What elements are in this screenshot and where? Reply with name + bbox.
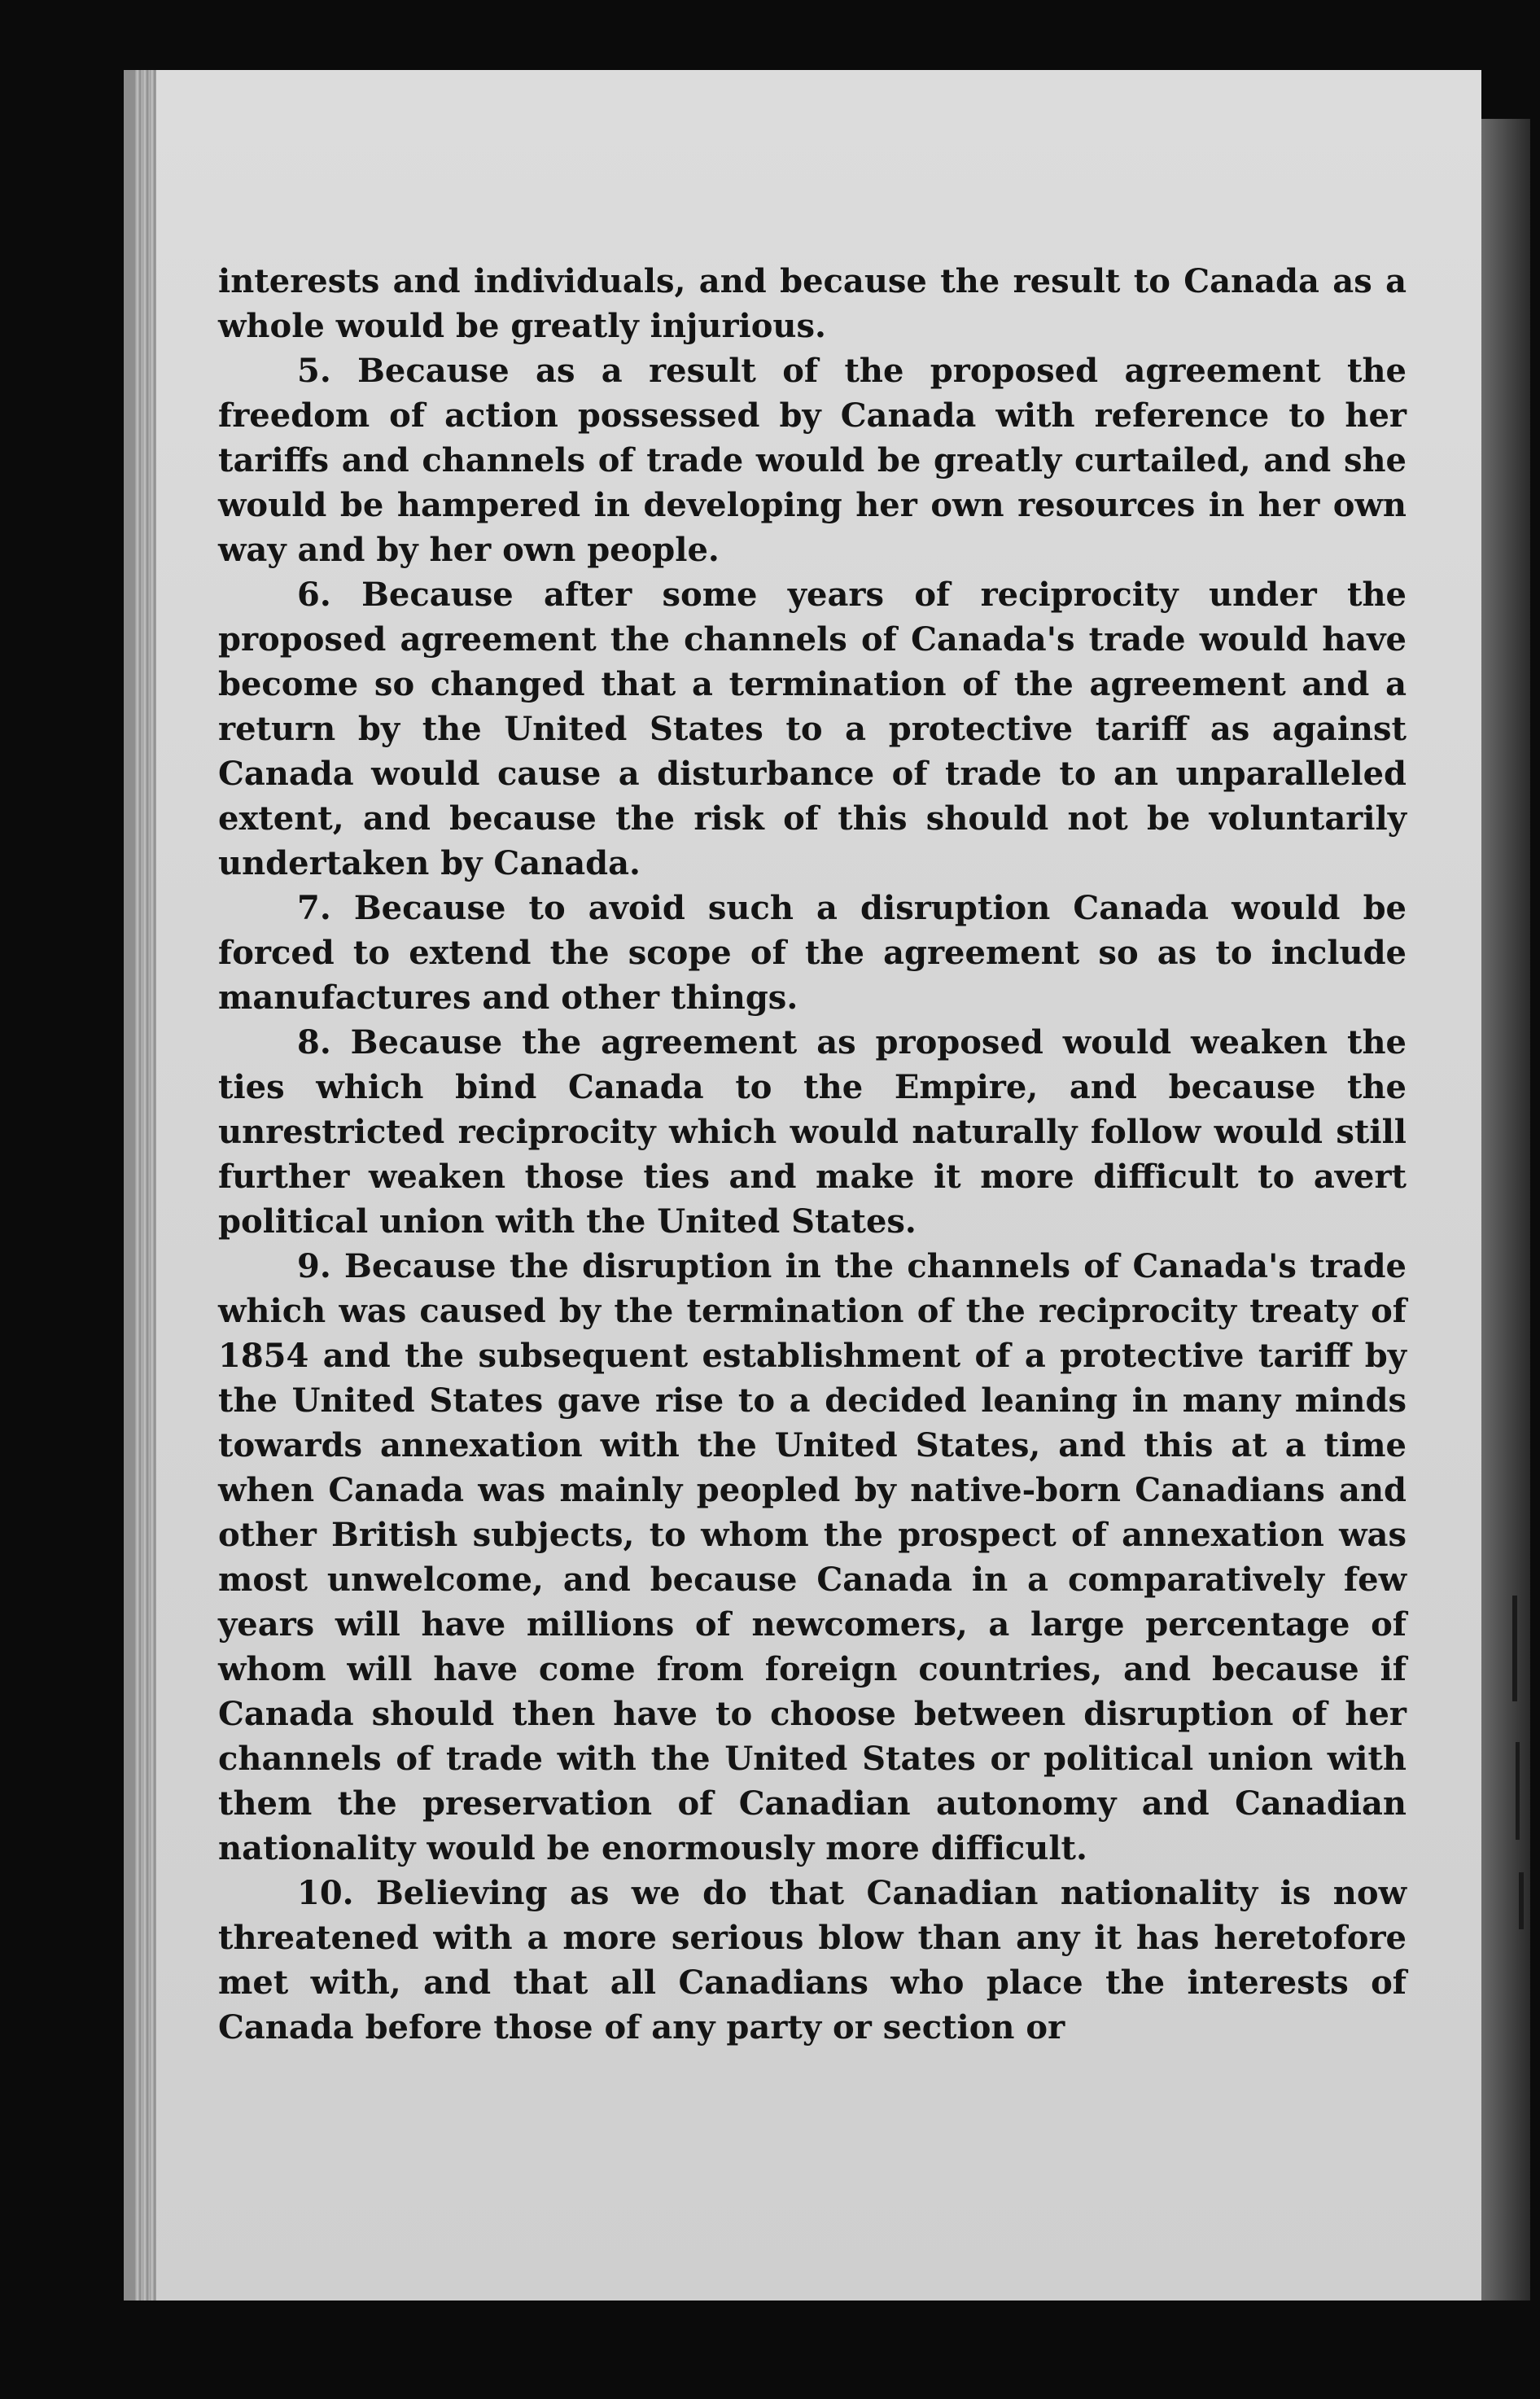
paragraph-item-5: 5. Because as a result of the proposed agreement the freedom of action possessed by Canada with reference to her tariffs and channels of trade would be greatly curtailed, and she would be hampered in developing her own resources in her own way and by her own people. xyxy=(218,352,1407,569)
paragraph-item-8: 8. Because the agreement as proposed would weaken the ties which bind Canada to the Empire, and because the unrestricted reciprocity which would naturally follow would still further weaken those ties and make it more difficult to avert political union with the United States. xyxy=(218,1023,1407,1241)
margin-mark xyxy=(1512,1596,1517,1701)
margin-mark xyxy=(1516,1742,1520,1840)
paragraph-item-10: 10. Believing as we do that Canadian nationality is now threatened with a more serious blow than any it has heretofore met with, and that all Canadians who place the interests of Canada before those of any party or section or xyxy=(218,1874,1407,2047)
paragraph-item-9: 9. Because the disruption in the channels of Canada's trade which was caused by the termination of the reciprocity treaty of 1854 and the subsequent establishment of a protective tariff by the United States gave rise to a decided leaning in many minds towards annexation with the United States, and this at a time when Canada was mainly peopled by native-born Canadians and other British subjects, to whom the prospect of annexation was most unwelcome, and because Canada in a comparatively few years will have millions of newcomers, a large percentage of whom will have come from foreign countries, and because if Canada should then have to choose between disruption of her channels of trade with the United States or political union with them the preservation of Canadian autonomy and Canadian nationality would be enormously more difficult. xyxy=(218,1247,1407,1867)
paragraph-item-7: 7. Because to avoid such a disruption Canada would be forced to extend the scope of the agreement so as to include manufactures and other things. xyxy=(218,889,1407,1017)
paragraph-continuation: interests and individuals, and because the result to Canada as a whole would be greatly injurious. xyxy=(218,262,1407,345)
paragraph-item-6: 6. Because after some years of reciprocity under the proposed agreement the channels of Canada's trade would have become so changed that a termination of the agreement and a return by the United States to a protective tariff as against Canada would cause a disturbance of trade to an unparalleled extent, and because the risk of this should not be voluntarily undertaken by Canada. xyxy=(218,576,1407,882)
page-edge-shadow xyxy=(1481,119,1530,2301)
body-text xyxy=(218,259,1407,2050)
page-spine xyxy=(135,70,156,2301)
margin-mark xyxy=(1519,1872,1524,1929)
